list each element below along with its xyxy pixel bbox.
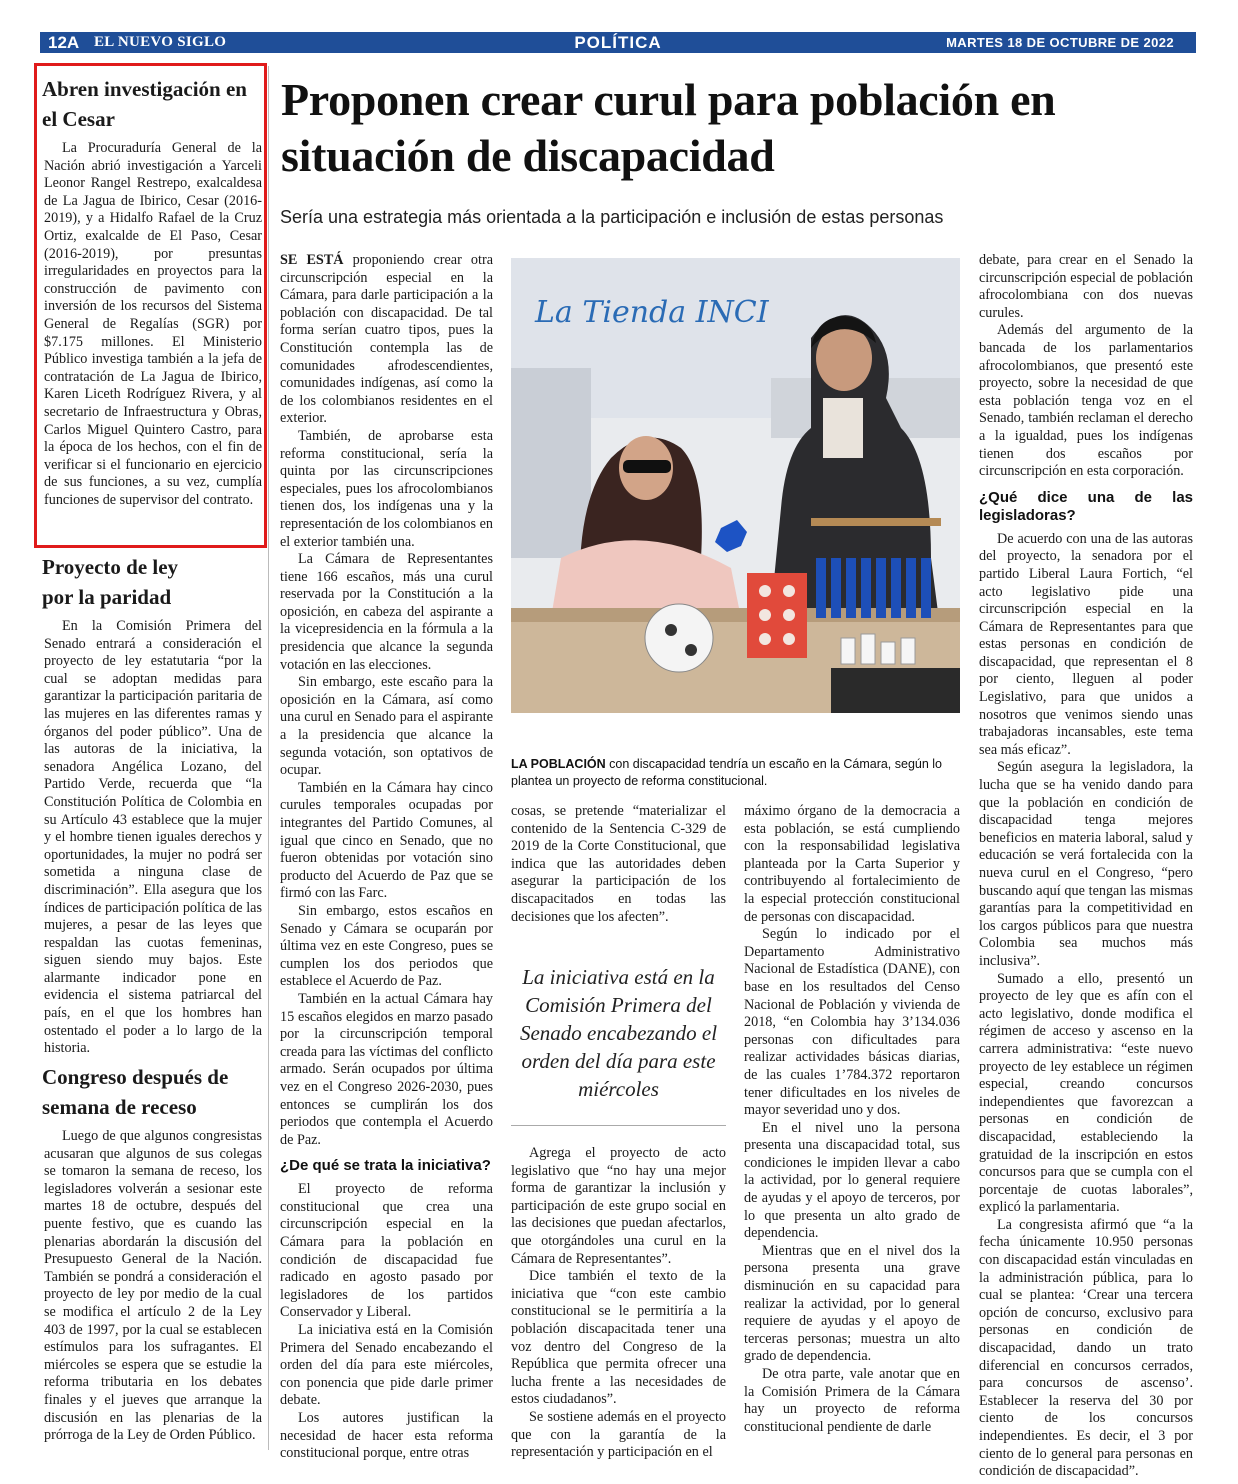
article-column-1 — [280, 252, 493, 1463]
paragraph: También en la actual Cámara hay 15 escaños elegidos en marzo pasado por la circunscripción temporal creada para las víctimas del conflicto armado. Serán ocupados por última vez en el Congreso 2026-2030, pues entonces se cumplirán los dos periodos que contempla el Acuerdo de Paz. — [280, 990, 493, 1148]
pull-quote: La iniciativa está en la Comisión Primera del Senado encabezando el orden del día para este miércoles — [519, 965, 718, 1101]
brief-cesar — [40, 74, 262, 509]
paragraph: También en la Cámara hay cinco curules temporales ocupadas por integrantes del Partido Comunes, al igual que cinco en Senado, que no fueron obtenidas por votación sino producto del Acuerdo de Paz que se firmó con las Farc. — [280, 779, 493, 902]
article-photo — [511, 258, 960, 713]
subheading: ¿Qué dice una de las legisladoras? — [979, 488, 1193, 524]
column-divider — [268, 66, 269, 1450]
page-header — [40, 32, 1196, 53]
brief-title: Proyecto de ley por la paridad — [42, 555, 179, 609]
paragraph: También, de aprobarse esta reforma constitucional, sería la quinta por las circunscripciones especiales, pues los afrocolombianos tienen dos, los indígenas una y la representación de los colombianos en el exterior también una. — [280, 427, 493, 550]
article-headline: Proponen crear curul para población en situación de discapacidad — [281, 74, 1056, 181]
paragraph: La Cámara de Representantes tiene 166 escaños, más una curul reservada por la Constitución a la oposición, en cabeza del aspirante a la vicepresidencia en la fórmula a la presidencia que alcance la segunda votación en las elecciones. — [280, 551, 493, 673]
store-sign — [534, 295, 770, 330]
lead-word: SE ESTÁ — [280, 252, 344, 268]
lead-paragraph: SE ESTÁ proponiendo crear otra circunscripción especial en la Cámara, para darle participación a la población con discapacidad. De tal forma serían cuatro tipos, pues la Constitución contempla las de comunidades afrodescendientes, comunidades indígenas, así como la de los colombianos residentes en el exterior. — [280, 252, 493, 427]
photo-caption: LA POBLACIÓN con discapacidad tendría un escaño en la Cámara, según lo plantea un proyecto de reforma constitucional. — [511, 756, 943, 788]
caption-lead: LA POBLACIÓN — [511, 756, 606, 771]
article-column-2 — [511, 1145, 726, 1462]
paragraph: máximo órgano de la democracia a esta población, se está cumpliendo con la responsabilidad legislativa planteada por la Carta Superior y contribuyendo al fortalecimiento de la especial protección constitucional de personas con discapacidad. — [744, 803, 960, 925]
paragraph: Se sostiene además en el proyecto que con la garantía de la representación y participación en el — [511, 1408, 726, 1461]
brief-body: La Procuraduría General de la Nación abrió investigación a Yarceli Leonor Rangel Restrepo, exalcaldesa de La Jagua de Ibirico, Cesar (2016-2019), y a Hidalfo Rafael de la Cruz Ortiz, exalcalde de El Paso, Cesar (2016-2019), por presuntas irregularidades en proyectos para la construcción de pavimento con inversión de los recursos del Sistema General de Regalías (SGR) por $7.175 millones. El Ministerio Público investiga también a la jefa de contratación de La Jagua de Ibirico, Karen Liceth Rodríguez Rivera, y al secretario de Infraestructura y Obras, Carlos Miguel Quintero Castro, para la época de los hechos, con el fin de verificar si el funcionario en ejercicio de sus funciones, a su vez, cumplía funciones de supervisor del contrato. — [44, 140, 262, 508]
paragraph: Dice también el texto de la iniciativa que “con este cambio constitucional se le permitiría a la población discapacitada tener una voz dentro del Congreso de la República que permita ofrecer una lucha frente a las necesidades de estos ciudadanos”. — [511, 1268, 726, 1408]
paragraph: Mientras que en el nivel dos la persona presenta una grave disminución en su capacidad para realizar la actividad, por lo general requiere de ayudas y el apoyo de terceras personas; muestra un alto grado de dependencia. — [744, 1242, 960, 1365]
article-column-3 — [744, 803, 960, 1436]
paragraph: Sin embargo, estos escaños en Senado y Cámara se ocuparán por última vez en este Congreso, pues se cumplen los dos periodos que establece el Acuerdo de Paz. — [280, 902, 493, 990]
paragraph: El proyecto de reforma constitucional que crea una circunscripción especial en la Cámara para la población en condición de discapacidad fue radicado en agosto pasado por legisladores de los partidos Conservador y Liberal. — [280, 1181, 493, 1321]
article-column-4 — [979, 252, 1193, 1481]
paragraph: De acuerdo con una de las autoras del proyecto, la senadora por el partido Liberal Laura Fortich, “el acto legislativo pide una circunscripción especial en la Cámara de Representantes para que estas personas en condición de discapacidad, que representan el 8 por ciento, lleguen al poder Legislativo, para que unidos a nosotros que venimos siendo unas trabajadoras incansables, este tema sea más eficaz”. — [979, 530, 1193, 758]
newspaper-name: EL NUEVO SIGLO — [94, 34, 227, 50]
brief-body: En la Comisión Primera del Senado entrará a consideración el proyecto de ley estatutaria “por la cual se adoptan medidas para garantizar la participación paritaria de las mujeres en las diferentes ramas y órganos del poder público”. Una de las autoras de la iniciativa, la senadora Angélica Lozano, del Partido Verde, recuerda que “la Constitución Política de Colombia en su Artículo 43 establece que la mujer y el hombre tienen iguales derechos y oportunidades, la mujer no podrá ser sometida a ninguna clase de discriminación”. Ella asegura que los índices de participación política de las mujeres, a pesar de las leyes que respaldan las cuotas femeninas, siguen siendo muy bajos. Este alarmante indicador pone en evidencia el sistema patriarcal del país, en el que los hombres han ostentado el poder a lo largo de la historia. — [44, 618, 262, 1057]
brief-title: Abren investigación en el Cesar — [42, 77, 247, 131]
paragraph: La iniciativa está en la Comisión Primera del Senado encabezando el orden del día para este miércoles, con ponencia que pide darle primer debate. — [280, 1322, 493, 1409]
paragraph: debate, para crear en el Senado la circunscripción especial de población afrocolombiana con dos nuevas curules. — [979, 252, 1193, 321]
pull-quote-rule — [511, 1125, 726, 1126]
paragraph: Sumado a ello, presentó un proyecto de ley que es afín con el acto legislativo, donde modifica el régimen de acceso y ascenso en la carrera administrativa: “este nuevo proyecto de ley establece un régimen especial, creando concursos independientes que favorezcan a personas en condición de discapacidad, estableciendo la gratuidad de la inscripción en estos concursos para que se cumpla con el porcentaje de cuotas laborales”, explicó la parlamentaria. — [979, 970, 1193, 1216]
paragraph: cosas, se pretende “materializar el contenido de la Sentencia C-329 de 2019 de la Corte Constitucional, que indica que las autoridades deben asegurar la participación de los discapacitados en todas las decisiones que los afecten”. — [511, 803, 726, 925]
brief-congreso — [40, 1062, 262, 1445]
paragraph: Agrega el proyecto de acto legislativo que “no hay una mejor forma de garantizar la inclusión y participación de este grupo social en las decisiones que puedan afectarlos, que otorgándoles una curul en la Cámara de Representantes”. — [511, 1145, 726, 1267]
section-name: POLÍTICA — [574, 33, 662, 52]
paragraph: En el nivel uno la persona presenta una discapacidad total, sus condiciones le impiden llevar a cabo la actividad, por lo general requiere de ayudas y el apoyo de terceros, por lo que presenta un alto grado de dependencia. — [744, 1119, 960, 1242]
paragraph: Los autores justifican la necesidad de hacer esta reforma constitucional porque, entre otras — [280, 1410, 493, 1462]
paragraph: Sin embargo, este escaño para la oposición en la Cámara, así como una curul en Senado para el aspirante a la presidencia que alcance la segunda votación, son optativos de ocupar. — [280, 674, 493, 779]
paragraph: Según asegura la legisladora, la lucha que se ha venido dando para que la población en condición de discapacidad tenga mejores beneficios en materia laboral, salud y educación se verá fortalecida con la nueva curul en el Congreso, “pero buscando aquí que tengan las mismas garantías para la competitividad en los cargos públicos para que nuestra Colombia sea muchos más inclusiva”. — [979, 759, 1193, 969]
paragraph: Además del argumento de la bancada de los parlamentarios afrocolombianos, que presentó este proyecto, sobre la necesidad de que esta población tenga voz en el Senado, también reclaman el derecho a la igualdad, pues los indígenas tienen dos escaños por circunscripción en esta corporación. — [979, 322, 1193, 480]
brief-title: Congreso después de semana de receso — [42, 1065, 229, 1119]
subheading: ¿De qué se trata la iniciativa? — [280, 1157, 491, 1175]
article-subhead: Sería una estrategia más orientada a la participación e inclusión de estas personas — [280, 207, 944, 227]
page-number: 12A — [48, 33, 80, 52]
paragraph: La congresista afirmó que “a la fecha únicamente 10.950 personas con discapacidad están vinculadas en la administración pública, para lo cual se plantea: ‘Crear una tercera opción de concurso, exclusivo para personas en condición de discapacidad, dando un trato diferencial en concursos cerrados, para concursos de ascenso’. Establecer la reserva del 30 por ciento de los concursos independientes. Es decir, el 3 por ciento de lo general para personas en condición de discapacidad”. — [979, 1216, 1193, 1480]
article-column-2-top — [511, 803, 726, 926]
issue-date: MARTES 18 DE OCTUBRE DE 2022 — [946, 35, 1174, 50]
paragraph: Según lo indicado por el Departamento Administrativo Nacional de Estadística (DANE), con base en los resultados del Censo Nacional de Población y vivienda de 2018, “en Colombia hay 3’134.036 personas con dificultades para realizar actividades básicas diarias, de las cuales 1’784.372 reportaron tener dificultades en los niveles de mayor severidad uno y dos. — [744, 926, 960, 1119]
svg-text:La Tienda INCI: La Tienda INCI — [535, 295, 769, 330]
paragraph: De otra parte, vale anotar que en la Comisión Primera de la Cámara hay un proyecto de reforma constitucional pendiente de darle — [744, 1366, 960, 1435]
brief-paridad — [40, 552, 262, 1058]
brief-body: Luego de que algunos congresistas acusaran que algunos de sus colegas se tomaron la semana de receso, los legisladores volverán a sesionar este martes 18 de octubre, después del puente festivo, que es cuando las plenarias abordarán la discusión del Presupuesto General de la Nación. También se pondrá a consideración el proyecto de ley por medio de la cual se modifica el artículo 2 de la Ley 403 de 1997, por la cual se establecen estímulos para los sufragantes. El miércoles se espera que se estudie la reforma tributaria en los debates finales y el jueves que arranque la discusión en las plenarias de la prórroga de la Ley de Orden Público. — [44, 1128, 262, 1444]
